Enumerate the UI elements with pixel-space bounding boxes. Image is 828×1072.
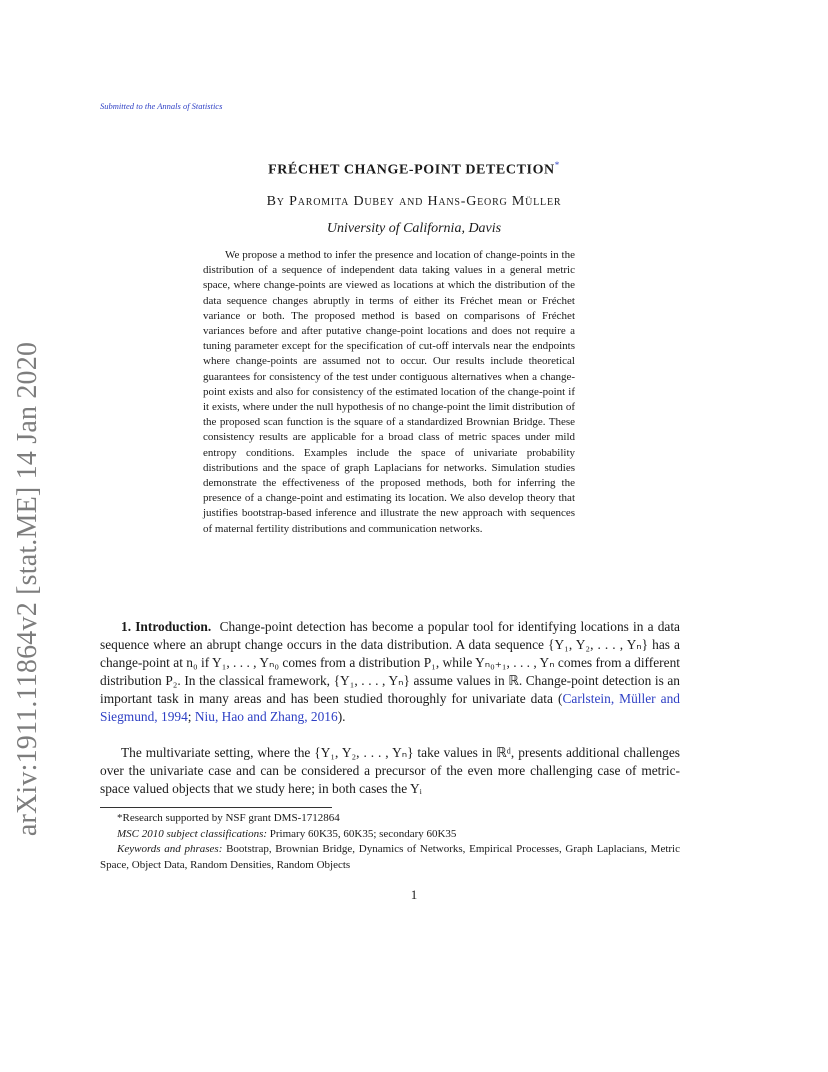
intro-paragraph-2: The multivariate setting, where the {Y₁, Y₂, . . . , Yₙ} take values in ℝᵈ, presents additional challenges over the univariate case and can be considered a precursor of the even more challenging case of metric-space valued objects that we study here; in both cases the Yᵢ (100, 745, 680, 796)
arxiv-identifier: arXiv:1911.11864v2 [stat.ME] 14 Jan 2020 (12, 341, 43, 837)
keywords-label: Keywords and phrases: (117, 843, 223, 856)
citation-separator: ; (187, 708, 195, 724)
footnote-msc (100, 827, 680, 843)
journal-line[interactable]: Submitted to the Annals of Statistics (100, 101, 223, 111)
msc-label: MSC 2010 subject classifications: (117, 827, 268, 840)
citation-niu[interactable]: Niu, Hao and Zhang, 2016 (194, 708, 338, 724)
keywords-text: Bootstrap, Brownian Bridge, Dynamics of Networks, Empirical Processes, Graph Laplacians, Metric Space, Object Data, Random Densities, Random Objects (100, 843, 680, 871)
abstract: We propose a method to infer the presence and location of change-points in the distribution of a sequence of independent data taking values in a general metric space, where change-points are viewed as locations at which the distribution of the data sequence changes abruptly in terms of either its Fréchet mean or Fréchet variance or both. The proposed method is based on comparisons of Fréchet variances before and after putative change-point locations and does not require a tuning parameter except for the specification of cut-off intervals near the endpoints where change-points are assumed not to occur. Our results include theoretical guarantees for consistency of the test under contiguous alternatives when a change-point exists and also for consistency of the estimated location of the change-point if it exists, where under the null hypothesis of no change-point the limit distribution of the proposed scan function is the square of a standardized Brownian Bridge. These consistency results are applicable for a broad class of metric spaces under mild entropy conditions. Examples include the space of univariate probability distributions and the space of graph Laplacians for networks. Simulation studies demonstrate the effectiveness of the proposed methods, both for inferring the presence of a change-point and estimating its location. We also develop theory that justifies bootstrap-based inference and illustrate the new approach with sequences of maternal fertility distributions and communication networks. (203, 249, 575, 535)
msc-text: Primary 60K35, 60K35; secondary 60K35 (267, 827, 457, 840)
intro-text-a: Change-point detection has become a popular tool for identifying locations in a data sequence where an abrupt change occurs in the data distribution. A data sequence {Y₁, Y₂, . . . , Yₙ} has a change-point at n₀ if Y₁, . . . , Yₙ₀ comes from a distribution P₁, while Yₙ₀₊₁, . . . , Yₙ comes from a different distribution P₂. In the classical framework, {Y₁, . . . , Yₙ} assume values in ℝ. Change-point detection is an important task in many areas and has been studied thoroughly for univariate data ( (100, 619, 680, 706)
footnotes (100, 811, 680, 873)
intro-paragraph-1 (100, 618, 680, 725)
page-number: 1 (410, 887, 418, 902)
title-text: FRÉCHET CHANGE-POINT DETECTION (268, 162, 555, 178)
citation-carlstein[interactable]: Carlstein, Müller and Siegmund, 1994 (100, 690, 680, 724)
title-footnote-mark[interactable]: * (554, 160, 560, 170)
affiliation: University of California, Davis (326, 221, 502, 236)
footnote-rule (100, 807, 332, 808)
footnote-research: *Research supported by NSF grant DMS-1712864 (117, 812, 340, 824)
section-heading: 1. Introduction. (121, 619, 212, 634)
footnote-keywords (100, 842, 680, 873)
paper-title (0, 160, 828, 179)
intro-text-end: ). (337, 708, 346, 724)
author-line: By Paromita Dubey and Hans-Georg Müller (266, 194, 562, 209)
